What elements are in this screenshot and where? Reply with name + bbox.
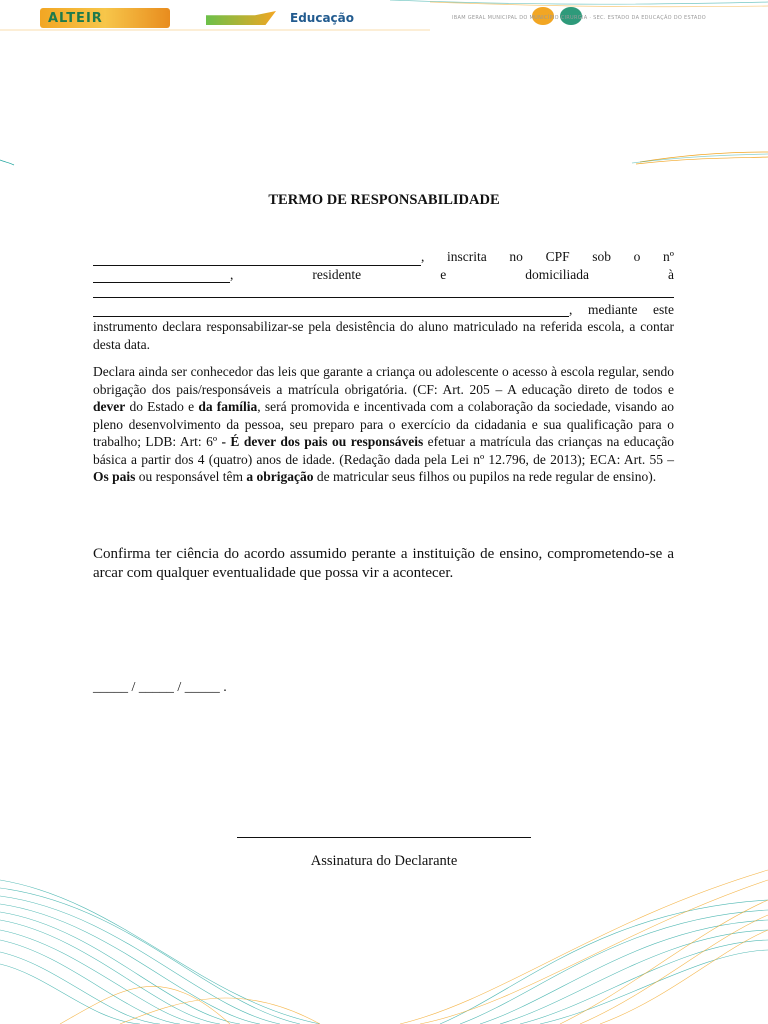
legal-bold-2: da família (198, 399, 258, 414)
municipal-logo (40, 8, 170, 28)
header-logos (40, 6, 354, 30)
document-title: TERMO DE RESPONSABILIDADE (268, 192, 500, 208)
municipal-logo-text: ALTEIR (48, 11, 103, 26)
cpf-text: , inscrita no CPF sob o nº (421, 249, 674, 264)
legal-text-6: de matricular seus filhos ou pupilos na rede regular de ensino). (313, 469, 657, 484)
legal-text-3: , será promovida e incentivada com a colaboração da sociedade, visando ao pleno desenvolvimento da pessoa, seu preparo para o exercício da cidadania e sua qualificação para o trabalho; LDB: Art: 6º (93, 399, 674, 449)
confirmation-paragraph: Confirma ter ciência do acordo assumido perante a instituição de ensino, comprometendo-se a arcar com qualquer eventualidade que possa vir a acontecer. (93, 546, 674, 581)
legal-text-4: efetuar a matrícula das crianças na educação básica a partir dos 4 (quatro) anos de idade. (Redação dada pela Lei nº 12.796, de 2013); ECA: Art. 55 – (93, 434, 674, 467)
education-logo-text: Educação (290, 11, 354, 25)
legal-text-5: ou responsável têm (135, 469, 247, 484)
legal-paragraph (93, 363, 674, 486)
arrow-logo (206, 11, 276, 25)
declaration-paragraph (93, 248, 674, 353)
legal-bold-1: dever (93, 399, 126, 414)
address-blank-line-2 (93, 315, 569, 317)
legal-text-1: Declara ainda ser conhecedor das leis que garante a criança ou adolescente o acesso à escola regular, sendo obrigação dos pais/responsáveis a matrícula obrigatória. (CF: Art. 205 – A educação direto de todos e (93, 364, 674, 397)
header-right-logos (452, 5, 707, 29)
header-banner (0, 0, 768, 34)
legal-bold-5: a obrigação (246, 469, 314, 484)
header-institution-text: IBAM GERAL MUNICIPAL DO MUNICÍPIO CIRURGIA · SEC. ESTADO DA EDUCAÇÃO DO ESTADO (452, 15, 707, 21)
legal-bold-3: - É dever dos pais ou responsáveis (221, 434, 424, 449)
legal-bold-4: Os pais (93, 469, 136, 484)
signature-line (237, 837, 531, 838)
instrument-text: , mediante este instrumento declara responsabilizar-se pela desistência do aluno matriculado na referida escola, a contar desta data. (93, 301, 674, 352)
address-blank-line (93, 296, 674, 298)
signature-label: Assinatura do Declarante (310, 853, 458, 869)
residence-text: , residente e domiciliada à (230, 266, 674, 282)
date-field: _____ / _____ / _____ . (93, 680, 227, 695)
legal-text-2: do Estado e (125, 399, 199, 414)
